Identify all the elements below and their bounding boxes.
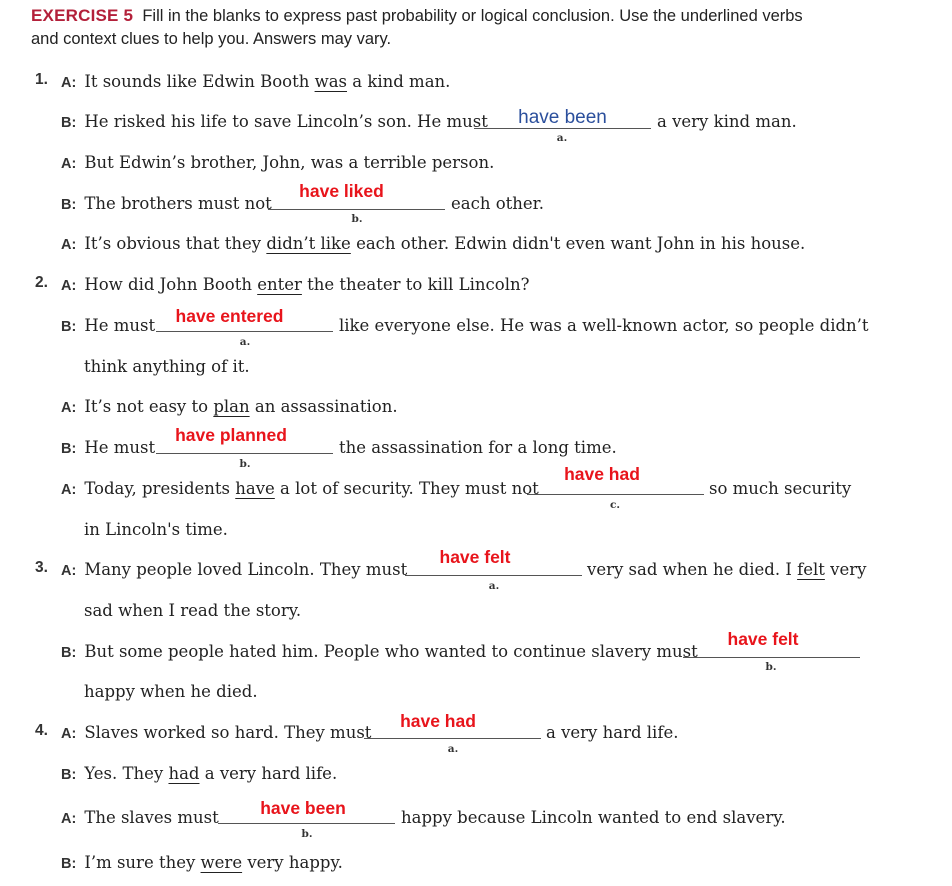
answer-blank[interactable] [218,823,395,824]
answer-text: have felt [727,629,799,649]
blank-label: c. [609,499,621,511]
line-text: the theater to kill Lincoln? [301,275,530,294]
line-text: so much security [709,479,852,498]
line-text: I’m sure they [84,853,201,872]
line-text: Today, presidents [84,479,236,498]
speaker-label: A: [61,811,77,827]
speaker-label: A: [61,237,77,253]
line-text: sad when I read the story. [84,601,302,620]
blank-label: a. [488,580,500,592]
exercise-header [31,4,911,51]
line-text: a very kind man. [657,112,797,131]
line-text: It sounds like Edwin Booth [84,72,315,91]
dialogue-line [61,395,398,419]
line-text: Many people loved Lincoln. They must [84,560,408,579]
speaker-label: A: [61,563,77,579]
dialogue-line [61,762,337,786]
dialogue-line [61,273,529,297]
exercise-title: EXERCISE 5 [31,6,134,25]
answer-blank[interactable] [268,209,445,210]
dialogue-line [61,640,698,664]
underlined-verb: were [200,853,243,872]
line-text: very sad when he died. I [587,560,798,579]
blank-label: b. [301,828,313,840]
line-text: the assassination for a long time. [339,438,617,457]
line-text: Slaves worked so hard. They must [84,723,372,742]
speaker-label: B: [61,856,77,872]
item-number: 4. [35,722,48,739]
underlined-verb: was [314,72,348,91]
answer-blank[interactable] [364,738,541,739]
line-text: in Lincoln's time. [84,520,228,539]
speaker-label: A: [61,278,77,294]
dialogue-line [61,192,272,216]
item-number: 3. [35,559,48,576]
dialogue-line [61,436,155,460]
blank-label: a. [239,336,251,348]
answer-blank[interactable] [405,575,582,576]
answer-blank[interactable] [156,453,333,454]
line-text: It’s obvious that they [84,234,267,253]
line-text: each other. Edwin didn't even want John in his house. [350,234,806,253]
line-text: The slaves must [84,808,219,827]
line-text: each other. [451,194,544,213]
line-text: He risked his life to save Lincoln’s son. He must [84,112,488,131]
speaker-label: A: [61,75,77,91]
speaker-label: A: [61,726,77,742]
line-text: But Edwin’s brother, John, was a terrible person. [84,153,495,172]
dialogue-line [61,851,343,875]
dialogue-line [587,558,866,582]
answer-text: have had [564,464,640,484]
blank-label: a. [447,743,459,755]
answer-blank[interactable] [156,331,333,332]
answer-text: have entered [175,306,284,326]
line-text: very happy. [242,853,343,872]
dialogue-line [61,721,371,745]
speaker-label: B: [61,197,77,213]
underlined-verb: enter [257,275,302,294]
speaker-label: B: [61,767,77,783]
line-text: The brothers must not [84,194,272,213]
item-number: 1. [35,71,48,88]
line-text: happy when he died. [84,682,258,701]
dialogue-line [61,314,155,338]
answer-text: have planned [175,425,287,445]
blank-label: b. [765,661,777,673]
dialogue-line [61,110,488,134]
answer-blank[interactable] [527,494,704,495]
dialogue-line [61,558,407,582]
line-text: It’s not easy to [84,397,214,416]
line-text: a lot of security. They must not [274,479,539,498]
answer-blank[interactable] [683,657,860,658]
dialogue-line [61,70,450,94]
line-text: an assassination. [249,397,398,416]
instructions-line-1: Fill in the blanks to express past probability or logical conclusion. Use the underlined verbs [142,7,803,25]
line-text: a kind man. [347,72,451,91]
underlined-verb: have [235,479,275,498]
line-text: a very hard life. [199,764,338,783]
answer-text: have felt [439,547,511,567]
line-text: think anything of it. [84,357,250,376]
underlined-verb: felt [797,560,825,579]
blank-label: b. [239,458,251,470]
line-text: But some people hated him. People who wanted to continue slavery must [84,642,698,661]
underlined-verb: plan [213,397,250,416]
speaker-label: B: [61,645,77,661]
line-text: Yes. They [84,764,169,783]
blank-label: b. [351,213,363,225]
speaker-label: A: [61,482,77,498]
line-text: a very hard life. [546,723,679,742]
line-text: How did John Booth [84,275,258,294]
speaker-label: B: [61,115,77,131]
dialogue-line [61,232,805,256]
line-text: He must [84,316,156,335]
answer-text: have liked [299,181,384,201]
instructions-line-2: and context clues to help you. Answers may vary. [31,30,392,48]
line-text: He must [84,438,156,457]
answer-text: have been [260,798,346,818]
item-number: 2. [35,274,48,291]
speaker-label: B: [61,319,77,335]
speaker-label: B: [61,441,77,457]
underlined-verb: didn’t like [266,234,351,253]
line-text: like everyone else. He was a well-known actor, so people didn’t [339,316,869,335]
speaker-label: A: [61,156,77,172]
line-text: very [824,560,867,579]
dialogue-line [61,477,539,501]
answer-text: have been [518,107,607,128]
dialogue-line [61,806,219,830]
answer-text: have had [400,711,476,731]
line-text: happy because Lincoln wanted to end slavery. [401,808,786,827]
speaker-label: A: [61,400,77,416]
dialogue-line [61,151,494,175]
underlined-verb: had [168,764,200,783]
blank-label: a. [556,132,568,144]
